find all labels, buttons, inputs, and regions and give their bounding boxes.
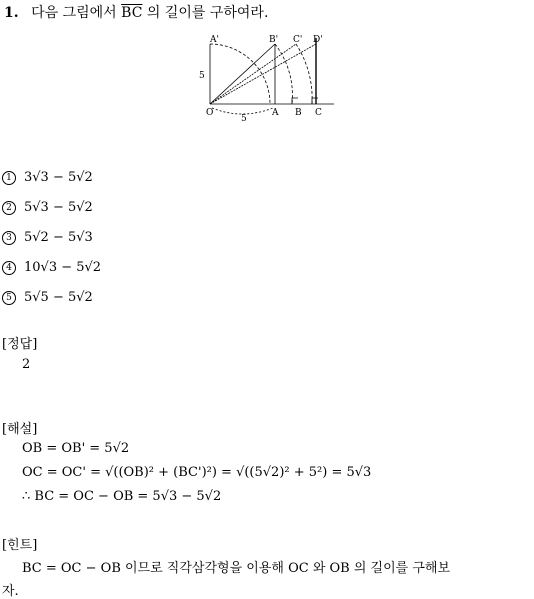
label-A: A	[272, 108, 279, 118]
choice-3-text: 5√2 − 5√3	[24, 230, 93, 245]
explanation-line-2: OC = OC' = √((OB)² + (BC')²) = √((5√2)² + 5²) = 5√3	[22, 465, 372, 480]
hint-line-1: BC = OC − OB 이므로 직각삼각형을 이용해 OC 와 OB 의 길이를 구해보	[22, 561, 451, 576]
explanation-heading: [해설]	[2, 422, 38, 437]
label-A-prime: A'	[210, 35, 219, 45]
question-number: 1.	[4, 5, 19, 21]
arc-C-prime	[296, 44, 312, 104]
choice-5-mark: 5	[2, 291, 16, 305]
choice-3-mark: 3	[2, 231, 16, 245]
label-C: C	[315, 108, 322, 118]
choice-1[interactable]	[2, 170, 93, 185]
segment-OB-prime	[210, 44, 275, 104]
choice-4[interactable]	[2, 260, 101, 275]
question-text-suffix: 의 길이를 구하여라.	[146, 5, 269, 21]
explanation-line-1: OB = OB' = 5√2	[22, 441, 130, 456]
choice-2[interactable]	[2, 200, 93, 215]
arc-B-prime	[275, 44, 292, 104]
choice-1-mark: 1	[2, 171, 16, 185]
right-angle-B	[292, 98, 298, 104]
geometry-figure	[196, 30, 341, 122]
choice-2-mark: 2	[2, 201, 16, 215]
hint-line-2: 자.	[2, 584, 19, 599]
choice-2-text: 5√3 − 5√2	[24, 200, 93, 215]
label-B-prime: B'	[269, 35, 279, 45]
label-five-vertical: 5	[199, 71, 205, 81]
choice-4-mark: 4	[2, 261, 16, 275]
explanation-line-3: ∴ BC = OC − OB = 5√3 − 5√2	[22, 489, 222, 504]
label-five-horizontal: 5	[241, 114, 247, 122]
hint-heading: [힌트]	[2, 538, 38, 553]
choice-3[interactable]	[2, 230, 93, 245]
choice-1-text: 3√3 − 5√2	[24, 170, 93, 185]
label-C-prime: C'	[293, 35, 303, 45]
label-D-prime: D'	[313, 35, 323, 45]
question-line	[4, 2, 268, 22]
choice-4-text: 10√3 − 5√2	[24, 260, 102, 275]
segment-OD-prime	[210, 44, 316, 104]
question-segment: $\overline{BC}$	[121, 5, 143, 21]
answer-heading: [정답]	[2, 337, 38, 352]
arc-A-prime	[210, 44, 270, 104]
question-text-prefix: 다음 그림에서	[31, 5, 117, 21]
choice-5-text: 5√5 − 5√2	[24, 290, 93, 305]
answer-value: 2	[22, 357, 31, 372]
label-B: B	[295, 108, 302, 118]
segment-OC-prime	[210, 44, 296, 104]
right-angle-C	[312, 98, 318, 104]
label-O: O	[206, 108, 214, 118]
choice-5[interactable]	[2, 290, 93, 305]
